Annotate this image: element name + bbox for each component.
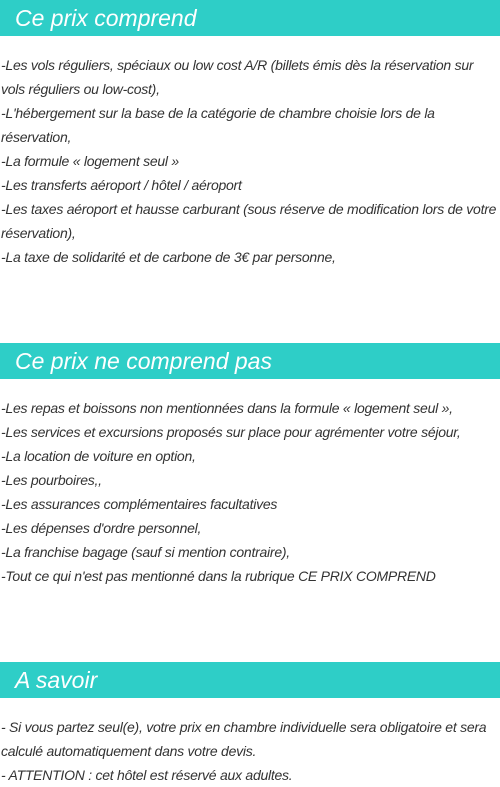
list-item: -L'hébergement sur la base de la catégorie de chambre choisie lors de la réservation, xyxy=(1,105,435,145)
list-item: - ATTENTION : cet hôtel est réservé aux adultes. xyxy=(1,767,293,783)
list-item: -La location de voiture en option, xyxy=(1,448,196,464)
list-item: -La franchise bagage (sauf si mention contraire), xyxy=(1,544,290,560)
section-title-a-savoir: A savoir xyxy=(0,662,500,698)
included-list xyxy=(1,53,499,269)
list-item: -Les transferts aéroport / hôtel / aéroport xyxy=(1,177,242,193)
list-item: -La taxe de solidarité et de carbone de 3€ par personne, xyxy=(1,249,336,265)
list-item: -Les pourboires,, xyxy=(1,472,102,488)
list-item: -Les assurances complémentaires facultatives xyxy=(1,496,278,512)
list-item: -Tout ce qui n'est pas mentionné dans la rubrique CE PRIX COMPREND xyxy=(1,568,436,584)
list-item: -La formule « logement seul » xyxy=(1,153,179,169)
list-item: -Les vols réguliers, spéciaux ou low cost A/R (billets émis dès la réservation sur vols réguliers ou low-cost), xyxy=(1,57,474,97)
section-title-ce-prix-comprend: Ce prix comprend xyxy=(0,0,500,36)
list-item: -Les services et excursions proposés sur place pour agrémenter votre séjour, xyxy=(1,424,461,440)
good-to-know-list xyxy=(1,715,499,787)
not-included-list xyxy=(1,396,499,588)
list-item: - Si vous partez seul(e), votre prix en chambre individuelle sera obligatoire et sera calculé automatiquement dans votre devis. xyxy=(1,719,487,759)
list-item: -Les taxes aéroport et hausse carburant (sous réserve de modification lors de votre réservation), xyxy=(1,201,497,241)
section-title-ce-prix-ne-comprend-pas: Ce prix ne comprend pas xyxy=(0,343,500,379)
list-item: -Les dépenses d'ordre personnel, xyxy=(1,520,202,536)
list-item: -Les repas et boissons non mentionnées dans la formule « logement seul », xyxy=(1,400,453,416)
